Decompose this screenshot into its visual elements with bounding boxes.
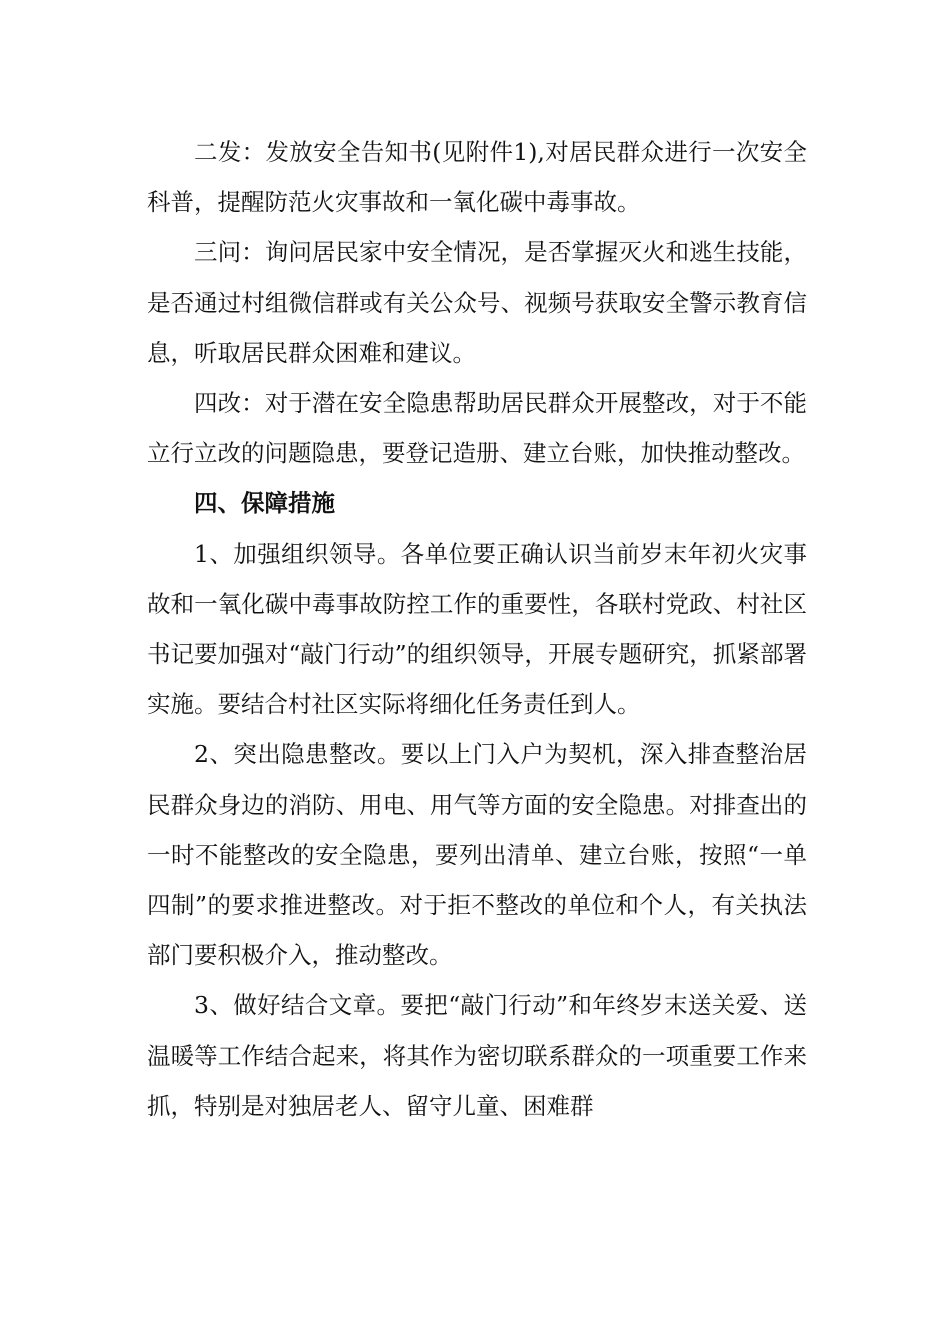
document-body bbox=[147, 127, 807, 1131]
paragraph-third-ask: 三问：询问居民家中安全情况，是否掌握灭火和逃生技能，是否通过村组微信群或有关公众号、视频号获取安全警示教育信息，听取居民群众困难和建议。 bbox=[147, 238, 807, 367]
measure-item-3: 3、做好结合文章。要把“敲门行动”和年终岁末送关爱、送温暖等工作结合起来，将其作为密切联系群众的一项重要工作来抓，特别是对独居老人、留守儿童、困难群 bbox=[147, 991, 807, 1120]
measure-item-1: 1、加强组织领导。各单位要正确认识当前岁末年初火灾事故和一氧化碳中毒事故防控工作的重要性，各联村党政、村社区书记要加强对“敲门行动”的组织领导，开展专题研究，抓紧部署实施。要结合村社区实际将细化任务责任到人。 bbox=[147, 539, 807, 719]
paragraph-second-issue: 二发：发放安全告知书(见附件1),对居民群众进行一次安全科普，提醒防范火灾事故和一氧化碳中毒事故。 bbox=[147, 138, 807, 217]
measure-item-2: 2、突出隐患整改。要以上门入户为契机，深入排查整治居民群众身边的消防、用电、用气等方面的安全隐患。对排查出的一时不能整改的安全隐患，要列出清单、建立台账，按照“一单四制”的要求推进整改。对于拒不整改的单位和个人，有关执法部门要积极介入，推动整改。 bbox=[147, 740, 807, 970]
paragraph-fourth-fix: 四改：对于潜在安全隐患帮助居民群众开展整改，对于不能立行立改的问题隐患，要登记造册、建立台账，加快推动整改。 bbox=[147, 389, 807, 468]
section-heading: 四、保障措施 bbox=[194, 489, 335, 518]
